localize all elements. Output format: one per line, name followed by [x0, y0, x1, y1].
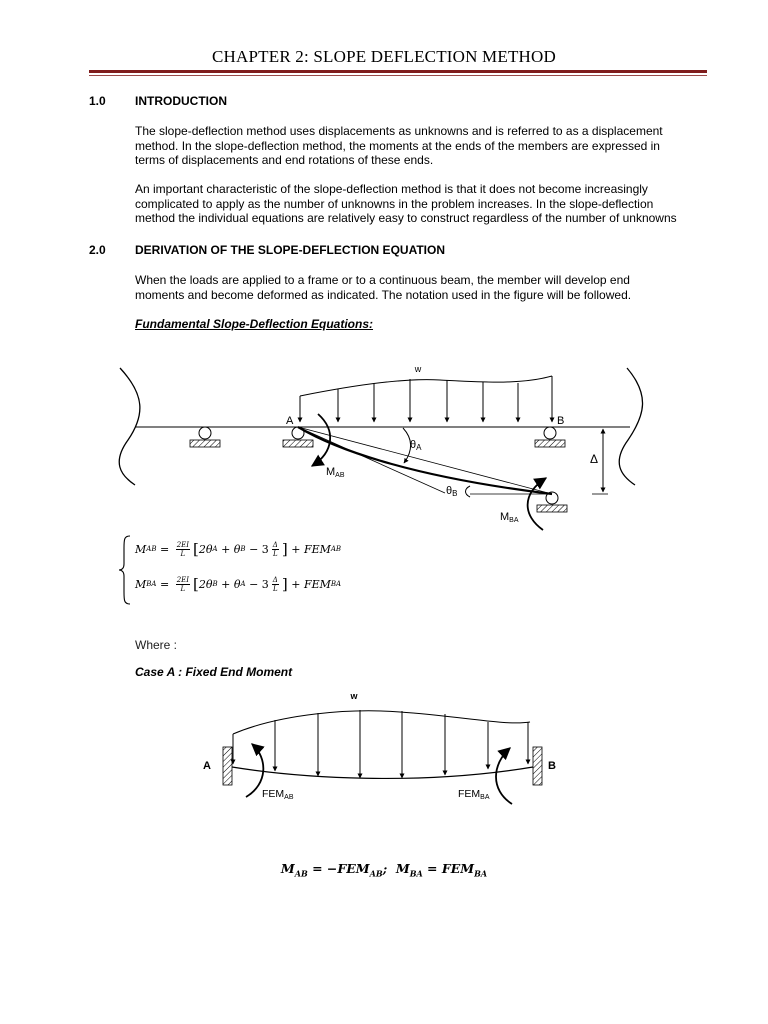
- node-b-label: B: [557, 415, 565, 427]
- header-rule: [89, 70, 707, 73]
- final-equation-rendered: $M_{AB} = -FEM_{AB}$; $M_{BA} = FEM_{BA}$: [280, 861, 488, 879]
- distributed-load-curve: [233, 711, 530, 734]
- load-label: w: [414, 364, 422, 374]
- section-2-title: DERIVATION OF THE SLOPE-DEFLECTION EQUATION: [135, 243, 446, 257]
- moment-ba-arrow: [528, 478, 546, 530]
- fundamental-equations-heading: Fundamental Slope-Deflection Equations:: [135, 317, 374, 331]
- case-a-heading: Case A : Fixed End Moment: [135, 665, 293, 679]
- paragraph-line: An important characteristic of the slope-deflection method is that it does not become increasingly: [135, 182, 648, 196]
- section-2-number: 2.0: [89, 243, 106, 257]
- equation-m-ab: M AB = $\frac{2EI}{L}$ [ 2θ A + θ B − 3 $\frac{\Delta}{L}$ ] + FEM AB: [135, 540, 342, 558]
- derivation-paragraph: [135, 273, 705, 302]
- where-label: Where :: [135, 638, 178, 652]
- section-1-number: 1.0: [89, 94, 106, 108]
- paragraph-line: terms of displacements and end rotations of these ends.: [135, 153, 434, 167]
- theta-b-label: θB: [446, 485, 458, 498]
- header-rule-thin: [89, 75, 707, 76]
- section-1-title: INTRODUCTION: [135, 94, 227, 108]
- equation-m-ba: M BA = $\frac{2EI}{L}$ [ 2θ B + θ A − 3 $\frac{\Delta}{L}$ ] + FEM BA: [135, 575, 342, 593]
- theta-b-arc: [466, 486, 471, 497]
- fem-ba-label: FEMBA: [458, 788, 490, 801]
- intro-paragraph-2: [135, 182, 705, 226]
- intro-paragraph-1: [135, 124, 705, 168]
- paragraph-line: method the individual equations are relatively easy to construct regardless of the number of unknowns: [135, 211, 677, 225]
- moment-ba-label: MBA: [500, 511, 519, 524]
- chapter-title: CHAPTER 2: SLOPE DEFLECTION METHOD: [212, 47, 556, 66]
- fem-ba-arrow: [496, 748, 512, 804]
- paragraph-line: method. In the slope-deflection method, the moments at the ends of the members are expressed in: [135, 138, 660, 153]
- fixed-support-b: [533, 747, 542, 785]
- moment-ab-label: MAB: [326, 466, 345, 479]
- node-a-label: A: [203, 760, 211, 772]
- support-left: [190, 427, 220, 447]
- node-a-label: A: [286, 415, 294, 427]
- fem-ab-label: FEMAB: [262, 788, 294, 801]
- paragraph-line: moments and become deformed as indicated. The notation used in the figure will be followed.: [135, 287, 632, 302]
- node-b-label: B: [548, 760, 556, 772]
- load-label: w: [350, 691, 358, 701]
- theta-a-label: θA: [410, 439, 422, 452]
- equation-brace: [118, 534, 132, 606]
- fixed-end-moment-figure: [190, 685, 570, 820]
- support-b-settled: [537, 492, 567, 512]
- paragraph-line: The slope-deflection method uses displacements as unknowns and is referred to as a displacement: [135, 124, 663, 138]
- support-b-original: [535, 427, 565, 447]
- delta-label: Δ: [590, 452, 599, 466]
- fixed-end-moment-equation: [0, 861, 768, 879]
- load-arrows: [300, 376, 552, 422]
- paragraph-line: When the loads are applied to a frame or to a continuous beam, the member will develop end: [135, 273, 630, 287]
- paragraph-line: complicated to apply as the number of unknowns in the problem increases. In the slope-deflection: [135, 196, 654, 211]
- slope-deflection-figure: [100, 355, 660, 535]
- fixed-support-a: [223, 747, 232, 785]
